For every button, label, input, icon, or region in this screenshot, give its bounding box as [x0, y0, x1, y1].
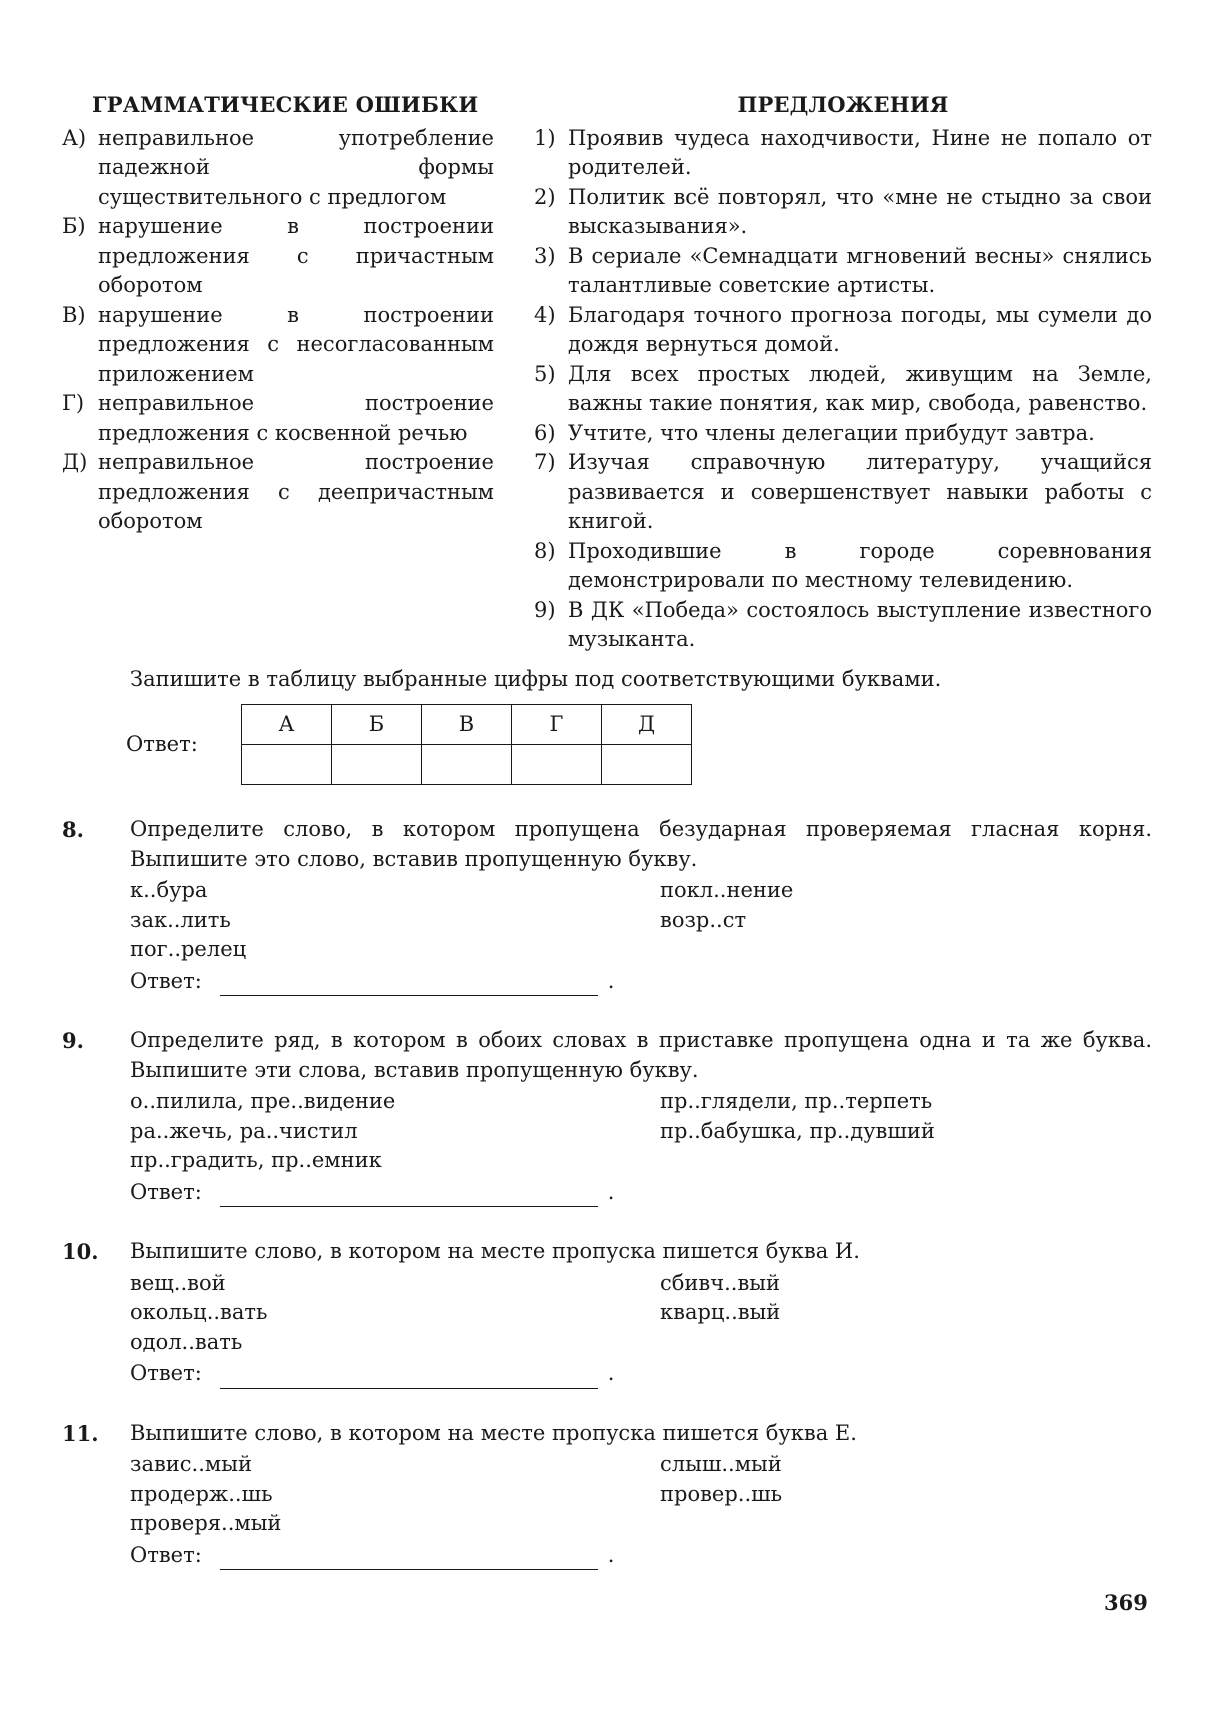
task-10: [62, 1237, 1152, 1389]
task-question: Выпишите слово, в котором на месте пропуска пишется буква И.: [130, 1239, 860, 1263]
task-option: возр..ст: [660, 907, 747, 932]
task-option: вещ..вой: [130, 1270, 226, 1295]
task-header: [62, 1026, 1152, 1085]
grammar-error-text: неправильное построение предложения с деепричастным оборотом: [98, 450, 494, 533]
task-options-column-right: [660, 1269, 1152, 1358]
answer-table-input-row: [242, 745, 692, 785]
task-answer-period: .: [607, 1361, 615, 1385]
answer-table-input-cell[interactable]: [512, 745, 602, 785]
task-options-column-left: [130, 1087, 660, 1176]
task-answer-row: [130, 1178, 1152, 1208]
grammar-errors-heading: ГРАММАТИЧЕСКИЕ ОШИБКИ: [92, 92, 479, 117]
task-option: слыш..мый: [660, 1452, 782, 1476]
task-11: [62, 1419, 1152, 1571]
grammar-error-text: нарушение в построении предложения с причастным оборотом: [98, 214, 494, 297]
task-8: [62, 815, 1152, 996]
answer-table-header-cell: Б: [332, 705, 422, 745]
grammar-error-item: [62, 301, 494, 390]
task-option: одол..вать: [130, 1329, 243, 1354]
answer-table-input-cell[interactable]: [422, 745, 512, 785]
sentences-column: [534, 90, 1152, 655]
grammar-errors-column: [62, 90, 494, 655]
task-option: пр..градить, пр..емник: [130, 1148, 382, 1172]
grammar-error-text: неправильное построение предложения с косвенной речью: [98, 391, 494, 445]
task-option: окольц..вать: [130, 1300, 268, 1324]
task-option: кварц..вый: [660, 1300, 781, 1324]
grammar-error-text: неправильное употребление падежной формы существительного с предлогом: [98, 125, 494, 209]
grammar-error-item: [62, 212, 494, 301]
sentences-list: [534, 124, 1152, 655]
sentence-text: Для всех простых людей, живущим на Земле, важны такие понятия, как мир, свобода, равенство.: [568, 361, 1152, 415]
page-number: 369: [1104, 1590, 1148, 1615]
sentence-item: [534, 301, 1152, 360]
answer-table-header-row: [242, 705, 692, 745]
grammar-error-letter: В): [62, 302, 86, 327]
sentence-text: Учтите, что члены делегации прибудут завтра.: [568, 420, 1095, 445]
task-options: [130, 1450, 1152, 1539]
task-options-column-left: [130, 876, 660, 965]
task-option: о..пилила, пре..видение: [130, 1089, 396, 1113]
task-option: зак..лить: [130, 907, 231, 932]
task-options-column-right: [660, 1087, 1152, 1176]
sentence-item: [534, 419, 1152, 449]
grammar-error-item: [62, 448, 494, 537]
task-answer-field[interactable]: [220, 1368, 598, 1389]
answer-table-input-cell[interactable]: [242, 745, 332, 785]
task-answer-field[interactable]: [220, 1549, 598, 1570]
task-answer-field[interactable]: [220, 975, 598, 996]
instruction-text: Запишите в таблицу выбранные цифры под соответствующими буквами.: [130, 666, 942, 691]
task-question: Выпишите слово, в котором на месте пропуска пишется буква Е.: [130, 1420, 857, 1445]
sentence-number: 7): [534, 450, 556, 474]
task-option: сбивч..вый: [660, 1270, 780, 1295]
sentence-text: Изучая справочную литературу, учащийся развивается и совершенствует навыки работы с книгой.: [568, 450, 1152, 533]
tasks-list: [62, 815, 1152, 1570]
grammar-error-letter: Б): [62, 214, 86, 238]
task-answer-label: Ответ:: [130, 1179, 202, 1204]
grammar-error-letter: А): [62, 125, 87, 150]
sentence-item: [534, 537, 1152, 596]
task-answer-row: [130, 1541, 1152, 1571]
sentence-item: [534, 124, 1152, 183]
sentence-text: В сериале «Семнадцати мгновений весны» снялись талантливые советские артисты.: [568, 243, 1152, 297]
task-answer-label: Ответ:: [130, 968, 202, 993]
grammar-error-item: [62, 124, 494, 213]
worksheet-page: [62, 90, 1152, 1570]
matching-section: [62, 90, 1152, 655]
task-options-column-left: [130, 1450, 660, 1539]
task-options: [130, 876, 1152, 965]
task-options: [130, 1087, 1152, 1176]
task-option: к..бура: [130, 878, 208, 902]
sentence-text: В ДК «Победа» состоялось выступление известного музыканта.: [568, 597, 1152, 651]
grammar-error-letter: Г): [62, 391, 85, 415]
task-options-column-right: [660, 876, 1152, 965]
task-number: 8.: [62, 817, 84, 842]
answer-table-header-cell: А: [242, 705, 332, 745]
task-option: завис..мый: [130, 1452, 252, 1476]
answer-table-input-cell[interactable]: [332, 745, 422, 785]
answer-table-row: [126, 704, 1152, 785]
grammar-error-text: нарушение в построении предложения с несогласованным приложением: [98, 302, 494, 386]
answer-table-header-cell: В: [422, 705, 512, 745]
sentence-item: [534, 596, 1152, 655]
answer-table-header-cell: Г: [512, 705, 602, 745]
task-question: Определите слово, в котором пропущена безударная проверяемая гласная корня. Выпишите это слово, вставив пропущенную букву.: [130, 817, 1152, 871]
task-header: [62, 815, 1152, 874]
sentence-number: 4): [534, 302, 556, 327]
task-9: [62, 1026, 1152, 1207]
task-option: покл..нение: [660, 878, 794, 902]
task-options-column-left: [130, 1269, 660, 1358]
sentence-text: Политик всё повторял, что «мне не стыдно за свои высказывания».: [568, 184, 1152, 238]
task-header: [62, 1419, 1152, 1449]
task-answer-period: .: [607, 1542, 615, 1567]
answer-table-input-cell[interactable]: [602, 745, 692, 785]
task-answer-period: .: [607, 968, 615, 993]
answer-table-header-cell: Д: [602, 705, 692, 745]
sentence-text: Благодаря точного прогноза погоды, мы сумели до дождя вернуться домой.: [568, 302, 1152, 356]
task-number: 11.: [62, 1420, 99, 1446]
task-option: провер..шь: [660, 1481, 783, 1506]
task-answer-label: Ответ:: [130, 1542, 202, 1567]
sentence-number: 2): [534, 184, 556, 209]
sentence-number: 5): [534, 361, 556, 386]
task-header: [62, 1237, 1152, 1267]
task-question: Определите ряд, в котором в обоих словах в приставке пропущена одна и та же буква. Выпишите эти слова, вставив пропущенную букву.: [130, 1028, 1152, 1082]
sentence-item: [534, 360, 1152, 419]
sentence-number: 3): [534, 243, 556, 268]
task-answer-period: .: [607, 1179, 615, 1204]
task-option: продерж..шь: [130, 1481, 273, 1506]
grammar-error-item: [62, 389, 494, 448]
sentence-number: 8): [534, 538, 556, 563]
task-number: 10.: [62, 1239, 99, 1264]
sentence-item: [534, 242, 1152, 301]
answer-table: [241, 704, 692, 785]
task-option: пог..релец: [130, 937, 247, 961]
sentence-item: [534, 183, 1152, 242]
sentences-heading: ПРЕДЛОЖЕНИЯ: [737, 92, 949, 117]
task-answer-row: [130, 1359, 1152, 1389]
task-number: 9.: [62, 1028, 84, 1053]
grammar-errors-list: [62, 124, 494, 537]
task-option: проверя..мый: [130, 1511, 282, 1535]
task-option: пр..глядели, пр..терпеть: [660, 1089, 933, 1113]
task-answer-row: [130, 967, 1152, 997]
sentence-number: 1): [534, 125, 556, 150]
task-answer-label: Ответ:: [130, 1361, 202, 1385]
sentence-number: 9): [534, 597, 556, 622]
sentence-item: [534, 448, 1152, 537]
answer-label: Ответ:: [126, 731, 198, 756]
task-options: [130, 1269, 1152, 1358]
task-option: ра..жечь, ра..чистил: [130, 1118, 358, 1143]
sentence-text: Проявив чудеса находчивости, Нине не попало от родителей.: [568, 125, 1152, 179]
task-answer-field[interactable]: [220, 1186, 598, 1207]
sentence-number: 6): [534, 420, 556, 445]
task-option: пр..бабушка, пр..дувший: [660, 1118, 935, 1143]
task-options-column-right: [660, 1450, 1152, 1539]
sentence-text: Проходившие в городе соревнования демонстрировали по местному телевидению.: [568, 538, 1152, 592]
grammar-error-letter: Д): [62, 450, 88, 474]
